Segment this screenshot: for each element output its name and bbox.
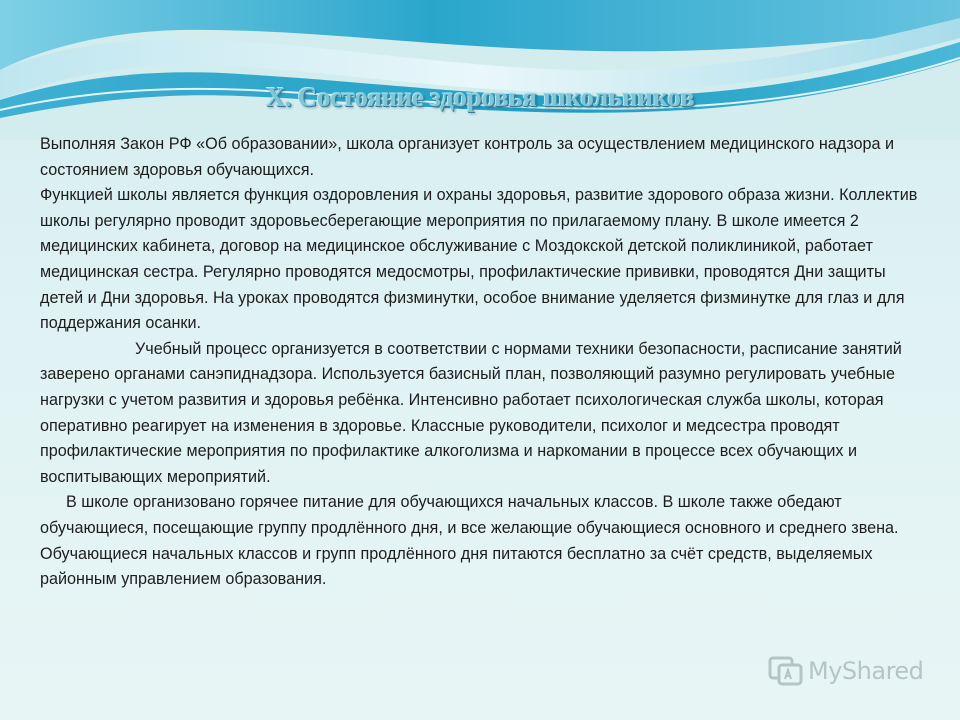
paragraph-3: Учебный процесс организуется в соответствии с нормами техники безопасности, расписание занятий заверено органами санэпиднадзора. Используется базисный план, позволяющий разумно регулировать учебные нагрузки с учетом развития и здоровья ребёнка. Интенсивно работает психологическая служба школы, которая оперативно реагирует на изменения в здоровье. Классные руководители, психолог и медсестра проводят профилактические мероприятия по профилактике алкоголизма и наркомании в процессе всех обучающих и воспитывающих мероприятий. <box>40 339 902 486</box>
slide-title: X. Состояние здоровья школьников <box>265 82 695 112</box>
watermark <box>768 656 923 686</box>
paragraph-4: В школе организовано горячее питание для обучающихся начальных классов. В школе также обедают обучающиеся, посещающие группу продлённого дня, и все желающие обучающиеся основного и среднего звена. Обучающиеся начальных классов и групп продлённого дня питаются бесплатно за счёт средств, выделяемых районным управлением образования. <box>40 493 899 589</box>
paragraph-2: Функцией школы является функция оздоровления и охраны здоровья, развитие здорового образа жизни. Коллектив школы регулярно проводит здоровьесберегающие мероприятия по прилагаемому плану. В школе имеется 2 медицинских кабинета, договор на медицинское обслуживание с Моздокской детской поликлиникой, работает медицинская сестра. Регулярно проводятся медосмотры, профилактические прививки, проводятся Дни защиты детей и Дни здоровья. На уроках проводятся физминутки, особое внимание уделяется физминутке для глаз и для поддержания осанки. <box>40 186 918 333</box>
decorative-wave-header <box>0 0 960 140</box>
watermark-text: MyShared <box>808 657 924 685</box>
myshared-logo-icon <box>768 656 804 686</box>
paragraph-1: Выполняя Закон РФ «Об образовании», школа организует контроль за осуществлением медицинского надзора и состоянием здоровья обучающихся. <box>40 135 895 179</box>
body-text <box>40 132 920 593</box>
